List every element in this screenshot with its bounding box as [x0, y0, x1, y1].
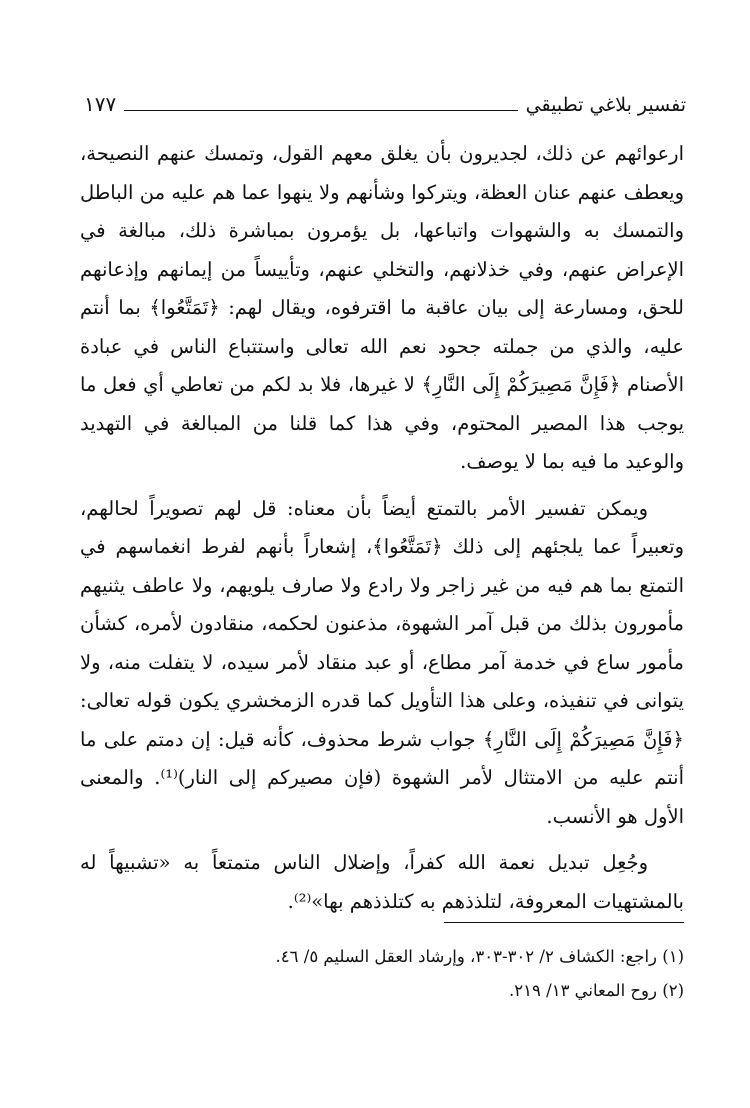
header-rule — [124, 110, 517, 111]
footnote-divider — [444, 922, 684, 923]
paragraph-2: ويمكن تفسير الأمر بالتمتع أيضاً بأن معناه: قل لهم تصويراً لحالهم، وتعبيراً عما يلجئهم إلى ذلك ﴿تَمَتَّعُوا﴾، إشعاراً بأنهم لفرط انغماسهم في التمتع بما هم فيه من غير زاجر ولا رادع ولا صارف يلويهم، ولا عاطف يثنيهم مأمورون بذلك من قبل آمر الشهوة، مذعنون لحكمه، منقادون لأمره، كشأن مأمور ساع في خدمة آمر مطاع، أو عبد منقاد لأمر سيده، لا يتفلت منه، ولا يتوانى في تنفيذه، وعلى هذا التأويل كما قدره الزمخشري يكون قوله تعالى: ﴿فَإِنَّ مَصِيرَكُمْ إِلَى النَّارِ﴾ جواب شرط محذوف، كأنه قيل: إن دمتم على ما أنتم عليه من الامتثال لأمر الشهوة (فإن مصيركم إلى النار)⁽¹⁾. والمعنى الأول هو الأنسب. — [80, 496, 685, 828]
running-title: تفسير بلاغي تطبيقي — [525, 94, 686, 116]
footnote-2: (٢) روح المعاني ١٣/ ٢١٩. — [509, 981, 684, 1000]
page-number: ١٧٧ — [84, 92, 117, 116]
page-header — [84, 86, 686, 116]
footnotes — [80, 940, 684, 1008]
footnote-1: (١) راجع: الكشاف ٢/ ٣٠٢-٣٠٣، وإرشاد العقل السليم ٥/ ٤٦. — [275, 947, 684, 966]
paragraph-3: وجُعِل تبديل نعمة الله كفراً، وإضلال الناس متمتعاً به «تشبيهاً له بالمشتهيات المعروفة، لتلذذهم به كتلذذهم بها»⁽²⁾. — [80, 851, 684, 913]
paragraph-1: ارعوائهم عن ذلك، لجديرون بأن يغلق معهم القول، وتمسك عنهم النصيحة، ويعطف عنهم عنان العظة، ويتركوا وشأنهم ولا ينهوا عما هم عليه من الباطل والتمسك به والشهوات واتباعها، بل يؤمرون بمباشرة ذلك، مبالغة في الإعراض عنهم، وفي خذلانهم، والتخلي عنهم، وتأييساً من إيمانهم وإذعانهم للحق، ومسارعة إلى بيان عاقبة ما اقترفوه، ويقال لهم: ﴿تَمَتَّعُوا﴾ بما أنتم عليه، والذي من جملته جحود نعم الله تعالى واستتباع الناس في عبادة الأصنام ﴿فَإِنَّ مَصِيرَكُمْ إِلَى النَّارِ﴾ لا غيرها، فلا بد لكم من تعاطي أي فعل ما يوجب هذا المصير المحتوم، وفي هذا كما قلنا من المبالغة في التهديد والوعيد ما فيه بما لا يوصف. — [80, 142, 684, 473]
main-text — [80, 135, 684, 929]
